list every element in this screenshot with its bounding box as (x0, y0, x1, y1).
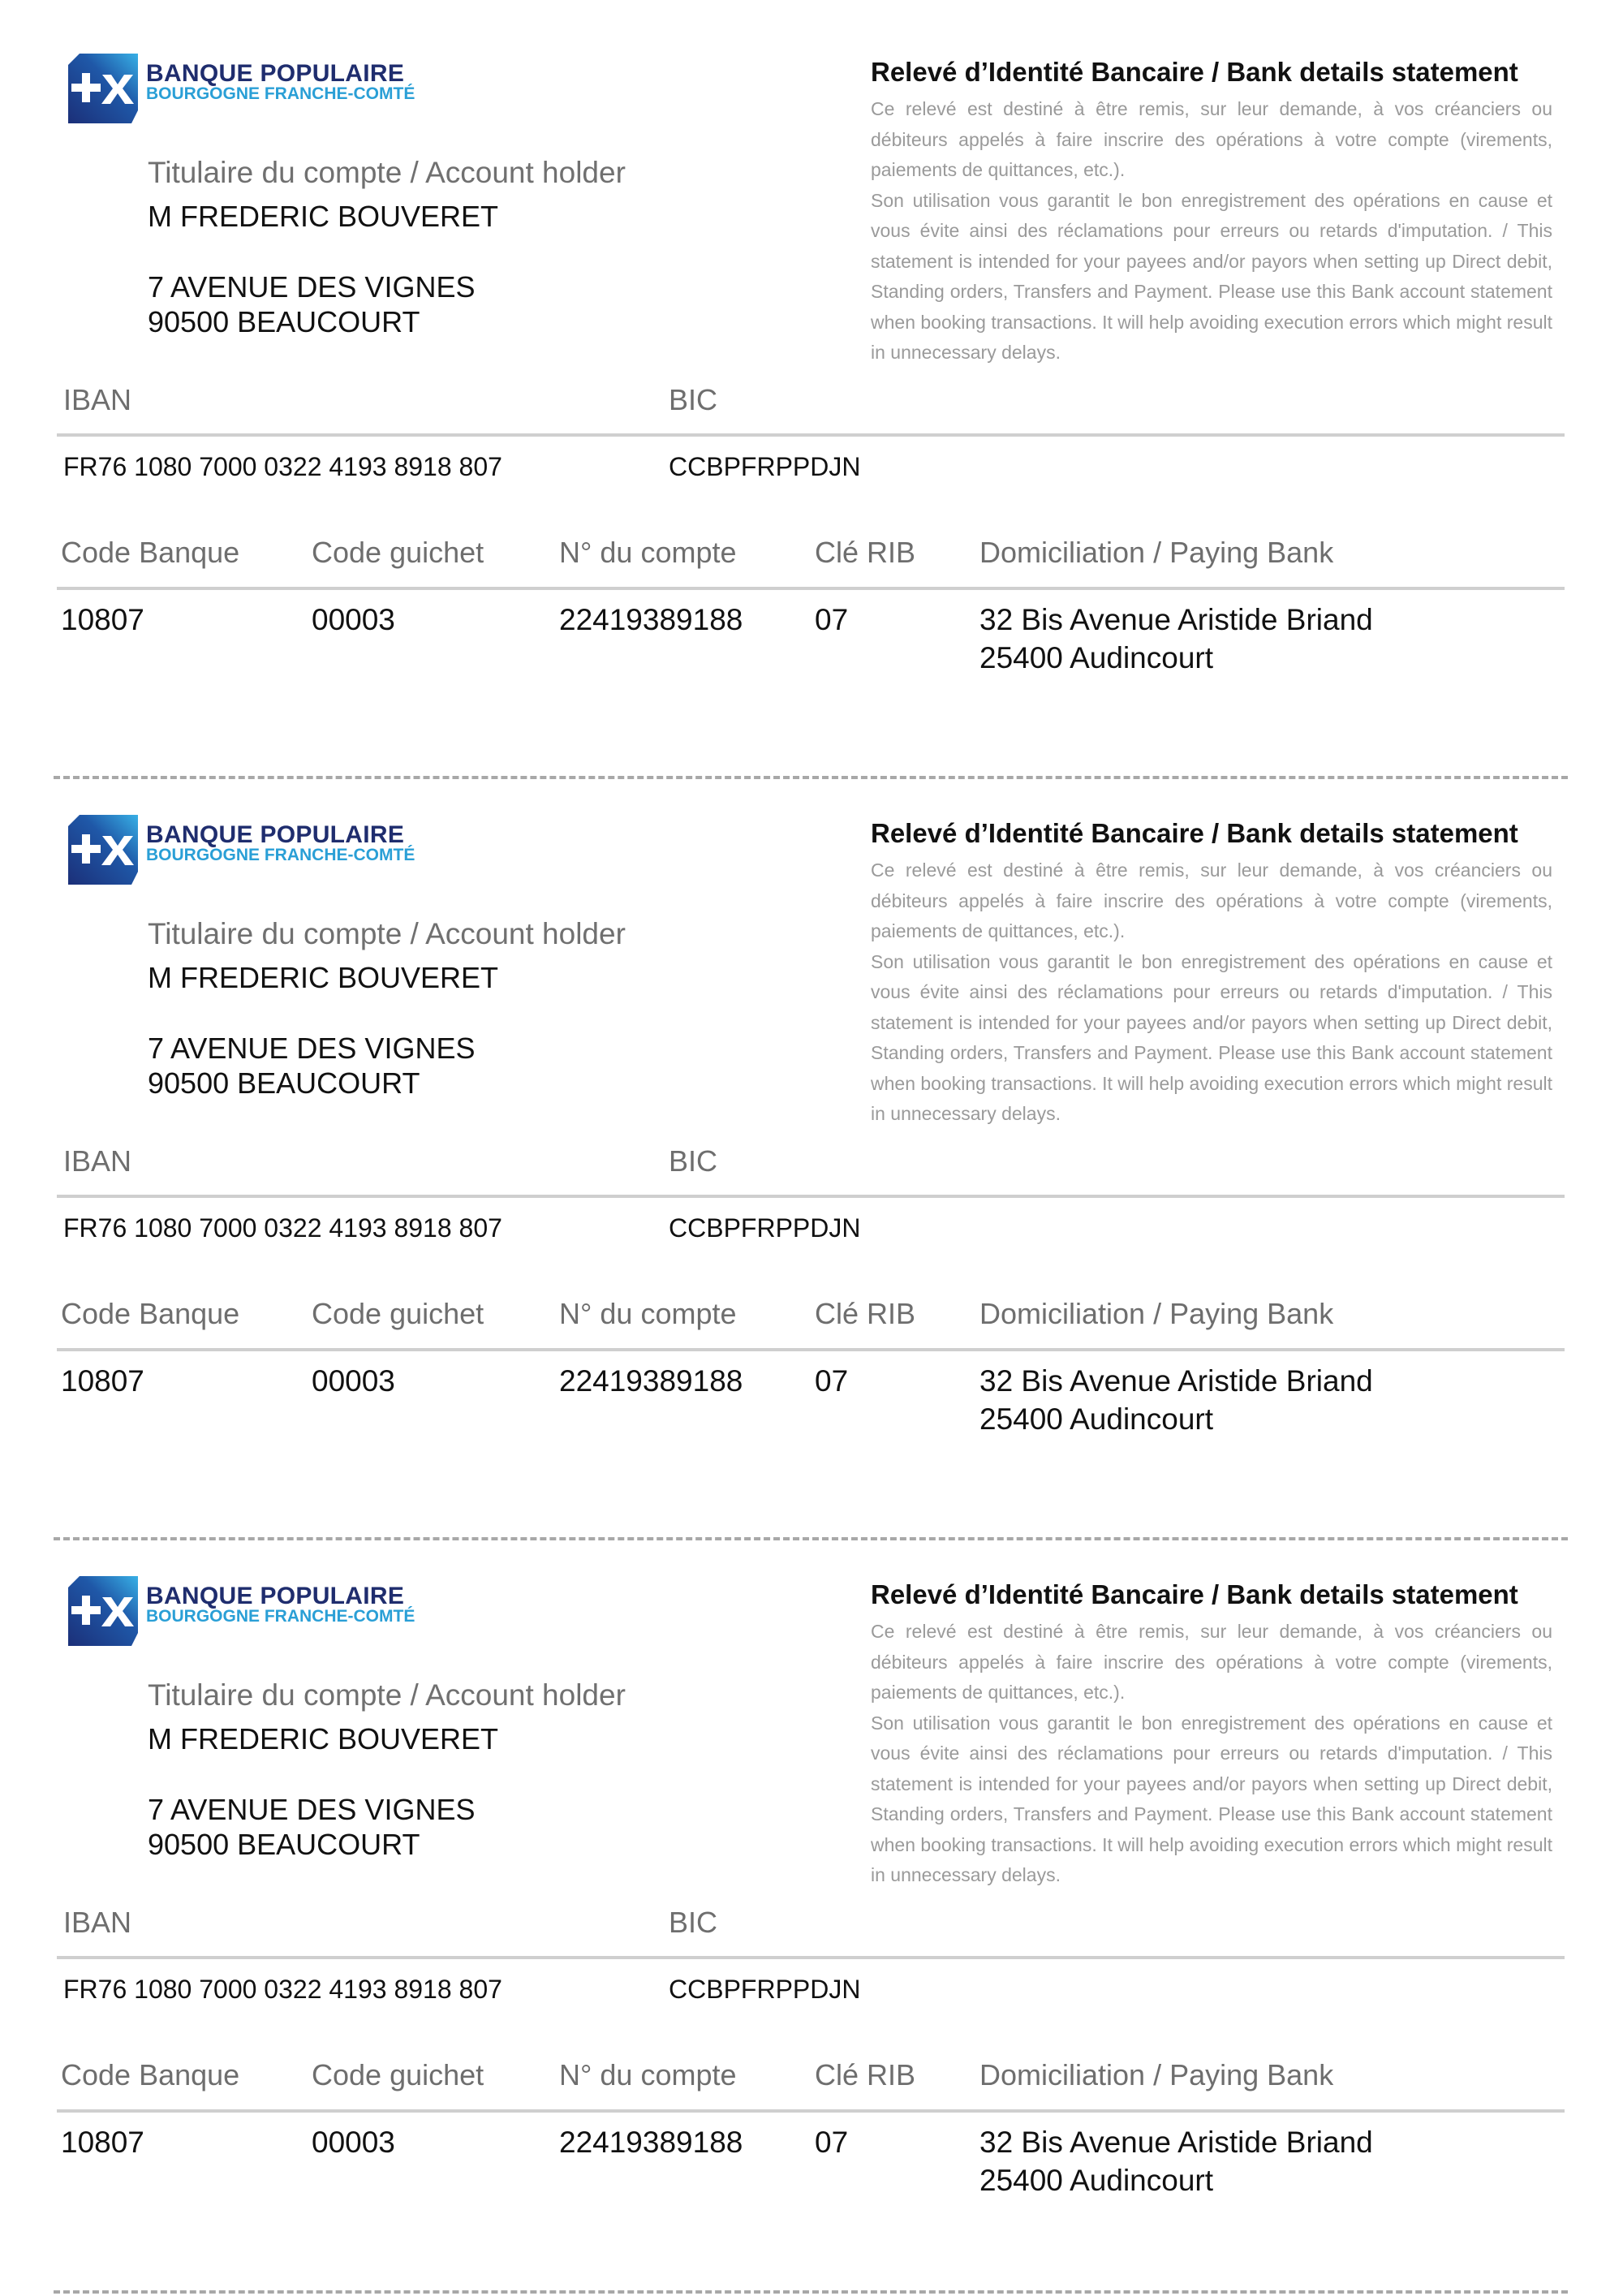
account-holder-name: M FREDERIC BOUVERET (148, 961, 499, 994)
bic-value: CCBPFRPPDJN (669, 452, 861, 481)
header-code-banque: Code Banque (61, 1297, 240, 1330)
cle-rib-value: 07 (815, 603, 849, 636)
code-guichet-value: 00003 (312, 603, 395, 636)
account-holder-name: M FREDERIC BOUVERET (148, 1722, 499, 1755)
bank-region: BOURGOGNE FRANCHE-COMTÉ (146, 1607, 415, 1626)
cle-rib-value: 07 (815, 2126, 849, 2159)
code-banque-value: 10807 (61, 603, 144, 636)
header-code-guichet: Code guichet (312, 2058, 484, 2091)
rib-block (0, 1523, 1623, 2284)
description-fr: Ce relevé est destiné à être remis, sur leur demande, à vos créanciers ou débiteurs appelés à faire inscrire des opérations à votre compte (virements, paiements de quittances, etc.). (871, 98, 1552, 180)
rib-block (0, 761, 1623, 1523)
bank-region: BOURGOGNE FRANCHE-COMTÉ (146, 846, 415, 864)
bank-name: BANQUE POPULAIRE (146, 60, 405, 87)
description-fr: Ce relevé est destiné à être remis, sur leur demande, à vos créanciers ou débiteurs appelés à faire inscrire des opérations à votre compte (virements, paiements de quittances, etc.). (871, 1621, 1552, 1703)
iban-label: IBAN (63, 1144, 132, 1178)
paying-bank-line2: 25400 Audincourt (979, 2164, 1214, 2197)
divider (57, 433, 1565, 437)
divider (57, 587, 1565, 590)
header-cle-rib: Clé RIB (815, 1297, 916, 1330)
statement-title: Relevé d’Identité Bancaire / Bank details statement (871, 818, 1518, 848)
divider (57, 1195, 1565, 1198)
statement-description (871, 855, 1552, 1130)
code-banque-value: 10807 (61, 1364, 144, 1398)
statement-title: Relevé d’Identité Bancaire / Bank details statement (871, 57, 1518, 87)
statement-description (871, 1617, 1552, 1891)
holder-address-line1: 7 AVENUE DES VIGNES (148, 1793, 476, 1826)
header-cle-rib: Clé RIB (815, 2058, 916, 2091)
divider (57, 1956, 1565, 1959)
iban-label: IBAN (63, 1906, 132, 1939)
iban-label: IBAN (63, 383, 132, 416)
bank-logo-icon (68, 54, 138, 123)
header-code-banque: Code Banque (61, 536, 240, 569)
holder-address-line1: 7 AVENUE DES VIGNES (148, 270, 476, 304)
code-guichet-value: 00003 (312, 2126, 395, 2159)
holder-address-line2: 90500 BEAUCOURT (148, 1066, 420, 1100)
account-holder-name: M FREDERIC BOUVERET (148, 200, 499, 233)
bic-value: CCBPFRPPDJN (669, 1213, 861, 1243)
paying-bank-line1: 32 Bis Avenue Aristide Briand (979, 603, 1373, 636)
header-code-guichet: Code guichet (312, 536, 484, 569)
description-en: Son utilisation vous garantit le bon enregistrement des opérations en cause et vous évite ainsi des réclamations pour erreurs ou retards d'imputation. / This statement is intended for your payees and/or payors when setting up Direct debit, Standing orders, Transfers and Payment. Please use this Bank account statement when booking transactions. It will help avoiding execution errors which might result in unnecessary delays. (871, 1712, 1552, 1885)
header-domiciliation: Domiciliation / Paying Bank (979, 536, 1334, 569)
header-code-guichet: Code guichet (312, 1297, 484, 1330)
holder-address-line2: 90500 BEAUCOURT (148, 305, 420, 338)
header-domiciliation: Domiciliation / Paying Bank (979, 2058, 1334, 2091)
iban-value: FR76 1080 7000 0322 4193 8918 807 (63, 1213, 502, 1243)
header-numero-compte: N° du compte (559, 1297, 737, 1330)
holder-address-line2: 90500 BEAUCOURT (148, 1828, 420, 1861)
numero-compte-value: 22419389188 (559, 1364, 743, 1398)
divider (57, 2109, 1565, 2113)
header-code-banque: Code Banque (61, 2058, 240, 2091)
bank-name: BANQUE POPULAIRE (146, 1583, 405, 1609)
rib-block (0, 0, 1623, 761)
bank-region: BOURGOGNE FRANCHE-COMTÉ (146, 84, 415, 103)
paying-bank-line2: 25400 Audincourt (979, 641, 1214, 674)
statement-description (871, 94, 1552, 368)
statement-title: Relevé d’Identité Bancaire / Bank details statement (871, 1579, 1518, 1609)
bic-label: BIC (669, 1144, 718, 1178)
bic-label: BIC (669, 383, 718, 416)
description-fr: Ce relevé est destiné à être remis, sur leur demande, à vos créanciers ou débiteurs appelés à faire inscrire des opérations à votre compte (virements, paiements de quittances, etc.). (871, 859, 1552, 941)
account-holder-label: Titulaire du compte / Account holder (148, 156, 626, 189)
header-numero-compte: N° du compte (559, 2058, 737, 2091)
divider (57, 1348, 1565, 1351)
code-guichet-value: 00003 (312, 1364, 395, 1398)
account-holder-label: Titulaire du compte / Account holder (148, 1678, 626, 1712)
bank-logo-icon (68, 815, 138, 885)
account-holder-label: Titulaire du compte / Account holder (148, 917, 626, 950)
holder-address-line1: 7 AVENUE DES VIGNES (148, 1032, 476, 1065)
numero-compte-value: 22419389188 (559, 2126, 743, 2159)
header-domiciliation: Domiciliation / Paying Bank (979, 1297, 1334, 1330)
paying-bank-line1: 32 Bis Avenue Aristide Briand (979, 1364, 1373, 1398)
description-en: Son utilisation vous garantit le bon enregistrement des opérations en cause et vous évite ainsi des réclamations pour erreurs ou retards d'imputation. / This statement is intended for your payees and/or payors when setting up Direct debit, Standing orders, Transfers and Payment. Please use this Bank account statement when booking transactions. It will help avoiding execution errors which might result in unnecessary delays. (871, 189, 1552, 363)
paying-bank-line2: 25400 Audincourt (979, 1402, 1214, 1436)
cle-rib-value: 07 (815, 1364, 849, 1398)
bank-name: BANQUE POPULAIRE (146, 821, 405, 848)
numero-compte-value: 22419389188 (559, 603, 743, 636)
paying-bank-line1: 32 Bis Avenue Aristide Briand (979, 2126, 1373, 2159)
bic-value: CCBPFRPPDJN (669, 1975, 861, 2004)
code-banque-value: 10807 (61, 2126, 144, 2159)
bank-logo-icon (68, 1576, 138, 1646)
iban-value: FR76 1080 7000 0322 4193 8918 807 (63, 452, 502, 481)
header-numero-compte: N° du compte (559, 536, 737, 569)
bic-label: BIC (669, 1906, 718, 1939)
description-en: Son utilisation vous garantit le bon enregistrement des opérations en cause et vous évite ainsi des réclamations pour erreurs ou retards d'imputation. / This statement is intended for your payees and/or payors when setting up Direct debit, Standing orders, Transfers and Payment. Please use this Bank account statement when booking transactions. It will help avoiding execution errors which might result in unnecessary delays. (871, 950, 1552, 1124)
iban-value: FR76 1080 7000 0322 4193 8918 807 (63, 1975, 502, 2004)
cut-line (54, 2290, 1568, 2294)
header-cle-rib: Clé RIB (815, 536, 916, 569)
